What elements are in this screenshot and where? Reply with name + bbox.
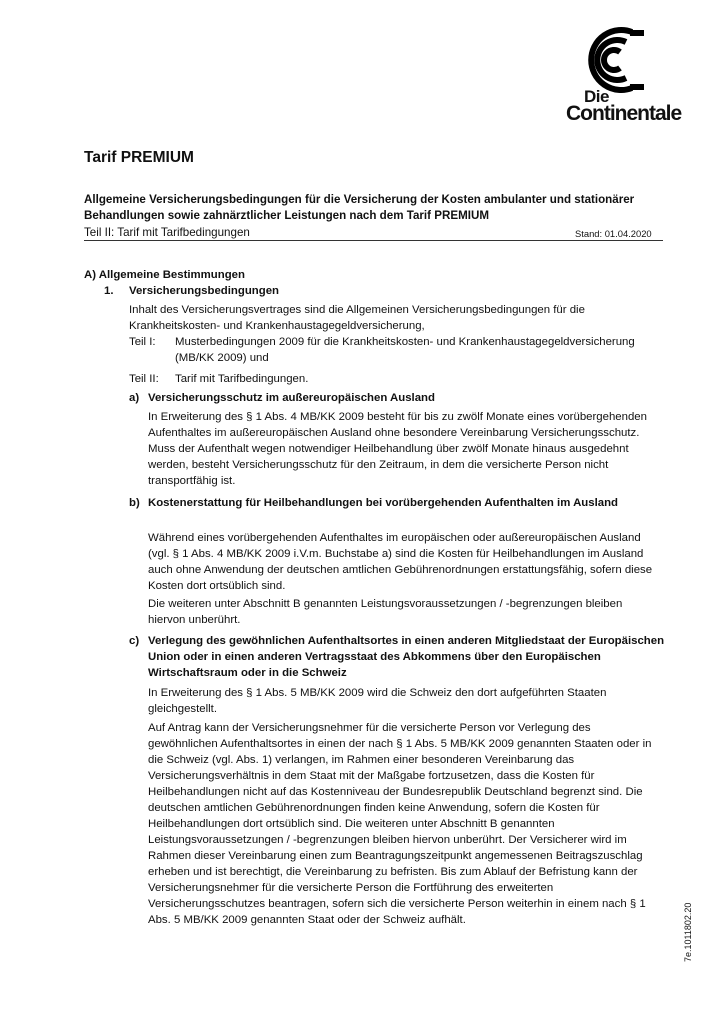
teil-2-text: Tarif mit Tarifbedingungen. — [175, 373, 309, 385]
clause-c-text-2: Auf Antrag kann der Versicherungsnehmer für die versicherte Person vor Verlegung des gewöhnlichen Aufenthaltsortes in einen der nach § 1 Abs. 5 MB/KK 2009 genannten Staaten oder in die Schweiz (vgl. Abs. 1) verlangen, im Rahmen einer besonderen Vereinbarung das Versicherungsverhältnis in dem Staat mit der Maßgabe fortzusetzen, dass die Kosten für Heilbehandlungen nicht auf das Kostenniveau der Bundesrepublik Deutschland begrenzt sind. Die deutschen amtlichen Gebührenordnungen finden keine Anwendung, sofern die Kosten für Heilbehandlungen dort ortsüblich sind. Die weiteren unter Abschnitt B genannten Leistungsvoraussetzungen / -begrenzungen bleiben hiervon unberührt. Der Versicherer wird im Rahmen dieser Vereinbarung einen zum Beantragungszeitpunkt angemessenen Beitragszuschlag erheben und ist berechtigt, die Vereinbarung zu befristen. Bis zum Ablauf der Befristung kann der Versicherungsnehmer für die versicherte Person die Fortführung des erweiterten Versicherungsschutzes beantragen, sofern sich die versicherte Person weiterhin in einem nach § 1 Abs. 5 MB/KK 2009 genannten Staat oder der Schweiz aufhält. — [148, 722, 652, 926]
clause-b-text-2: Die weiteren unter Abschnitt B genannten Leistungsvoraussetzungen / -begrenzungen bleiben hiervon unberührt. — [148, 598, 623, 626]
clause-a-label: a) — [129, 392, 140, 404]
form-code: 7e.1011802.20 — [683, 902, 693, 962]
part-label: Teil II: Tarif mit Tarifbedingungen — [84, 226, 250, 239]
intro-paragraph: Inhalt des Versicherungsvertrages sind die Allgemeinen Versicherungsbedingungen für die Krankheitskosten- und Krankenhaustagegeldversicherung, — [129, 304, 585, 332]
logo-text-continentale: Continentale — [566, 102, 682, 125]
clause-c-text-1: In Erweiterung des § 1 Abs. 5 MB/KK 2009 wird die Schweiz den dort aufgeführten Staaten gleichgestellt. — [148, 687, 607, 715]
teil-1-text: Musterbedingungen 2009 für die Krankheitskosten- und Krankenhaustagegeldversicherung (MB/KK 2009) und — [175, 336, 635, 364]
page-title: Tarif PREMIUM — [84, 149, 194, 166]
logo-text-die: Die — [584, 87, 609, 106]
teil-2-label: Teil II: — [129, 373, 159, 385]
continentale-logo — [548, 26, 680, 134]
clause-c-label: c) — [129, 635, 140, 647]
item-1-number: 1. — [104, 285, 114, 297]
logo-mark-icon — [570, 26, 660, 96]
item-1-heading: Versicherungsbedingungen — [129, 285, 280, 297]
section-a-heading: A) Allgemeine Bestimmungen — [84, 269, 245, 281]
clause-b-text-1: Während eines vorübergehenden Aufenthaltes im europäischen oder außereuropäischen Ausland (vgl. § 1 Abs. 4 MB/KK 2009 i.V.m. Buchstabe a) sind die Kosten für Heilbehandlungen im Ausland auch ohne Anwendung der deutschen amtlichen Gebührenordnungen erstattungsfähig, sofern diese Kosten dort ortsüblich sind. — [148, 532, 653, 592]
clause-b-heading: Kostenerstattung für Heilbehandlungen bei vorübergehenden Aufenthalten im Ausland — [148, 497, 619, 509]
clause-a-text: In Erweiterung des § 1 Abs. 4 MB/KK 2009 besteht für bis zu zwölf Monate eines vorübergehenden Aufenthaltes im außereuropäischen Ausland ohne besondere Vereinbarung Versicherungsschutz. Muss der Aufenthalt wegen notwendiger Heilbehandlung über zwölf Monate hinaus ausgedehnt werden, besteht Versicherungsschutz für den Zeitraum, in dem die versicherte Person nicht transportfähig ist. — [148, 411, 647, 487]
clause-c-heading: Verlegung des gewöhnlichen Aufenthaltsortes in einen anderen Mitgliedstaat der Europäischen Union oder in einen anderen Vertragsstaat des Abkommens über den Europäischen Wirtschaftsraum oder in die Schweiz — [148, 635, 665, 679]
header-divider — [84, 240, 663, 241]
teil-1-label: Teil I: — [129, 336, 156, 348]
clause-a-heading: Versicherungsschutz im außereuropäischen Ausland — [148, 392, 435, 404]
stand-date: Stand: 01.04.2020 — [575, 228, 652, 239]
clause-b-label: b) — [129, 497, 140, 509]
document-subtitle: Allgemeine Versicherungsbedingungen für die Versicherung der Kosten ambulanter und stationärer Behandlungen sowie zahnärztlicher Leistungen nach dem Tarif PREMIUM — [84, 193, 635, 222]
